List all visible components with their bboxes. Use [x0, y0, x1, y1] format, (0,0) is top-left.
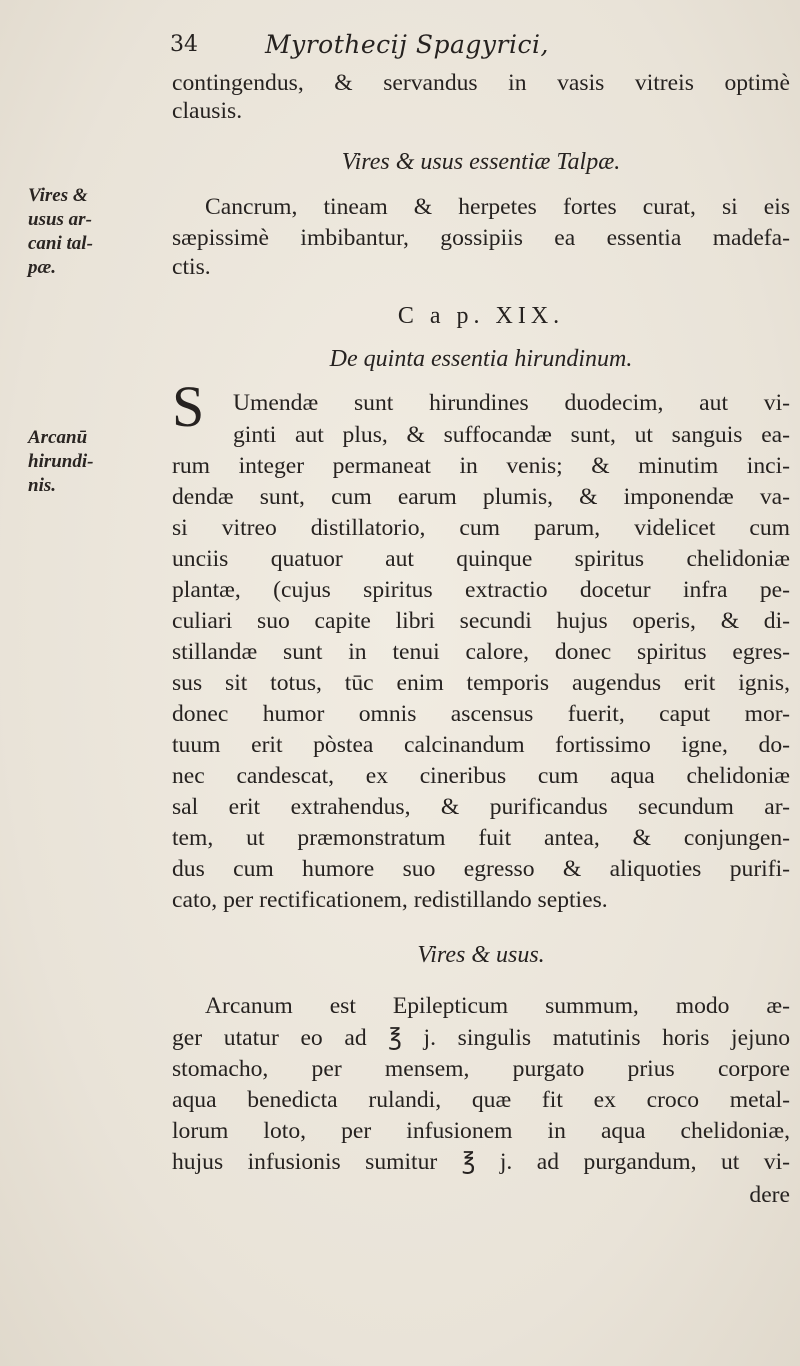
text-line: tuum erit pòstea calcinandum fortissimo igne, do-: [172, 732, 790, 758]
text-line: stomacho, per mensem, purgato prius corpore: [172, 1056, 790, 1082]
text-line: sus sit totus, tūc enim temporis augendus erit ignis,: [172, 670, 790, 696]
text-line: rum integer permaneat in venis; & minutim inci-: [172, 453, 790, 479]
margin-note-line: pæ.: [28, 257, 56, 278]
text-line: aqua benedicta rulandi, quæ fit ex croco metal-: [172, 1087, 790, 1113]
text-line: nec candescat, ex cineribus cum aqua chelidoniæ: [172, 763, 790, 789]
drop-cap: S: [172, 374, 205, 439]
margin-note-arcanum: [28, 426, 158, 498]
margin-note-line: hirundi-: [28, 451, 94, 472]
text-line: lorum loto, per infusionem in aqua chelidoniæ,: [172, 1118, 790, 1144]
chapter-title: De quinta essentia hirundinum.: [329, 346, 633, 372]
running-title: Myrothecij Spagyrici,: [265, 30, 549, 59]
page-number: 34: [170, 32, 198, 57]
text-line: ginti aut plus, & suffocandæ sunt, ut sanguis ea-: [233, 422, 790, 448]
text-line: plantæ, (cujus spiritus extractio docetur infra pe-: [172, 577, 790, 603]
margin-note-line: nis.: [28, 475, 56, 496]
chapter-heading: C a p. XIX.: [397, 303, 565, 329]
margin-note-line: usus ar-: [28, 209, 92, 230]
page-header: [170, 26, 790, 66]
text-line: ger utatur eo ad ℥ j. singulis matutinis horis jejuno: [172, 1025, 790, 1051]
text-line: stillandæ sunt in tenui calore, donec spiritus egres-: [172, 639, 790, 665]
text-line: dendæ sunt, cum earum plumis, & imponendæ va-: [172, 484, 790, 510]
text-line: unciis quatuor aut quinque spiritus chelidoniæ: [172, 546, 790, 572]
text-line: hujus infusionis sumitur ℥ j. ad purgandum, ut vi-: [172, 1149, 790, 1175]
section-heading: Vires & usus essentiæ Talpæ.: [341, 149, 621, 175]
text-line: Cancrum, tineam & herpetes fortes curat, si eis: [205, 194, 790, 220]
text-line: dus cum humore suo egresso & aliquoties purifi-: [172, 856, 790, 882]
section-heading: Vires & usus.: [417, 942, 545, 968]
catchword: dere: [749, 1182, 790, 1208]
text-line: cato, per rectificationem, redistillando septies.: [172, 887, 608, 913]
text-line: Umendæ sunt hirundines duodecim, aut vi-: [233, 390, 790, 416]
text-line: ctis.: [172, 254, 211, 280]
text-line: sæpissimè imbibantur, gossipiis ea essentia madefa-: [172, 225, 790, 251]
margin-note-line: Vires &: [28, 185, 88, 206]
text-line: si vitreo distillatorio, cum parum, videlicet cum: [172, 515, 790, 541]
text-line: Arcanum est Epilepticum summum, modo æ-: [205, 993, 790, 1019]
margin-note-line: Arcanū: [28, 427, 88, 448]
text-line: donec humor omnis ascensus fuerit, caput mor-: [172, 701, 790, 727]
margin-note-line: cani tal-: [28, 233, 93, 254]
text-line: sal erit extrahendus, & purificandus secundum ar-: [172, 794, 790, 820]
text-line: contingendus, & servandus in vasis vitreis optimè: [172, 70, 790, 96]
text-line: tem, ut præmonstratum fuit antea, & conjungen-: [172, 825, 790, 851]
text-line: culiari suo capite libri secundi hujus operis, & di-: [172, 608, 790, 634]
text-line: clausis.: [172, 98, 243, 124]
margin-note-vires-usus: [28, 184, 158, 280]
